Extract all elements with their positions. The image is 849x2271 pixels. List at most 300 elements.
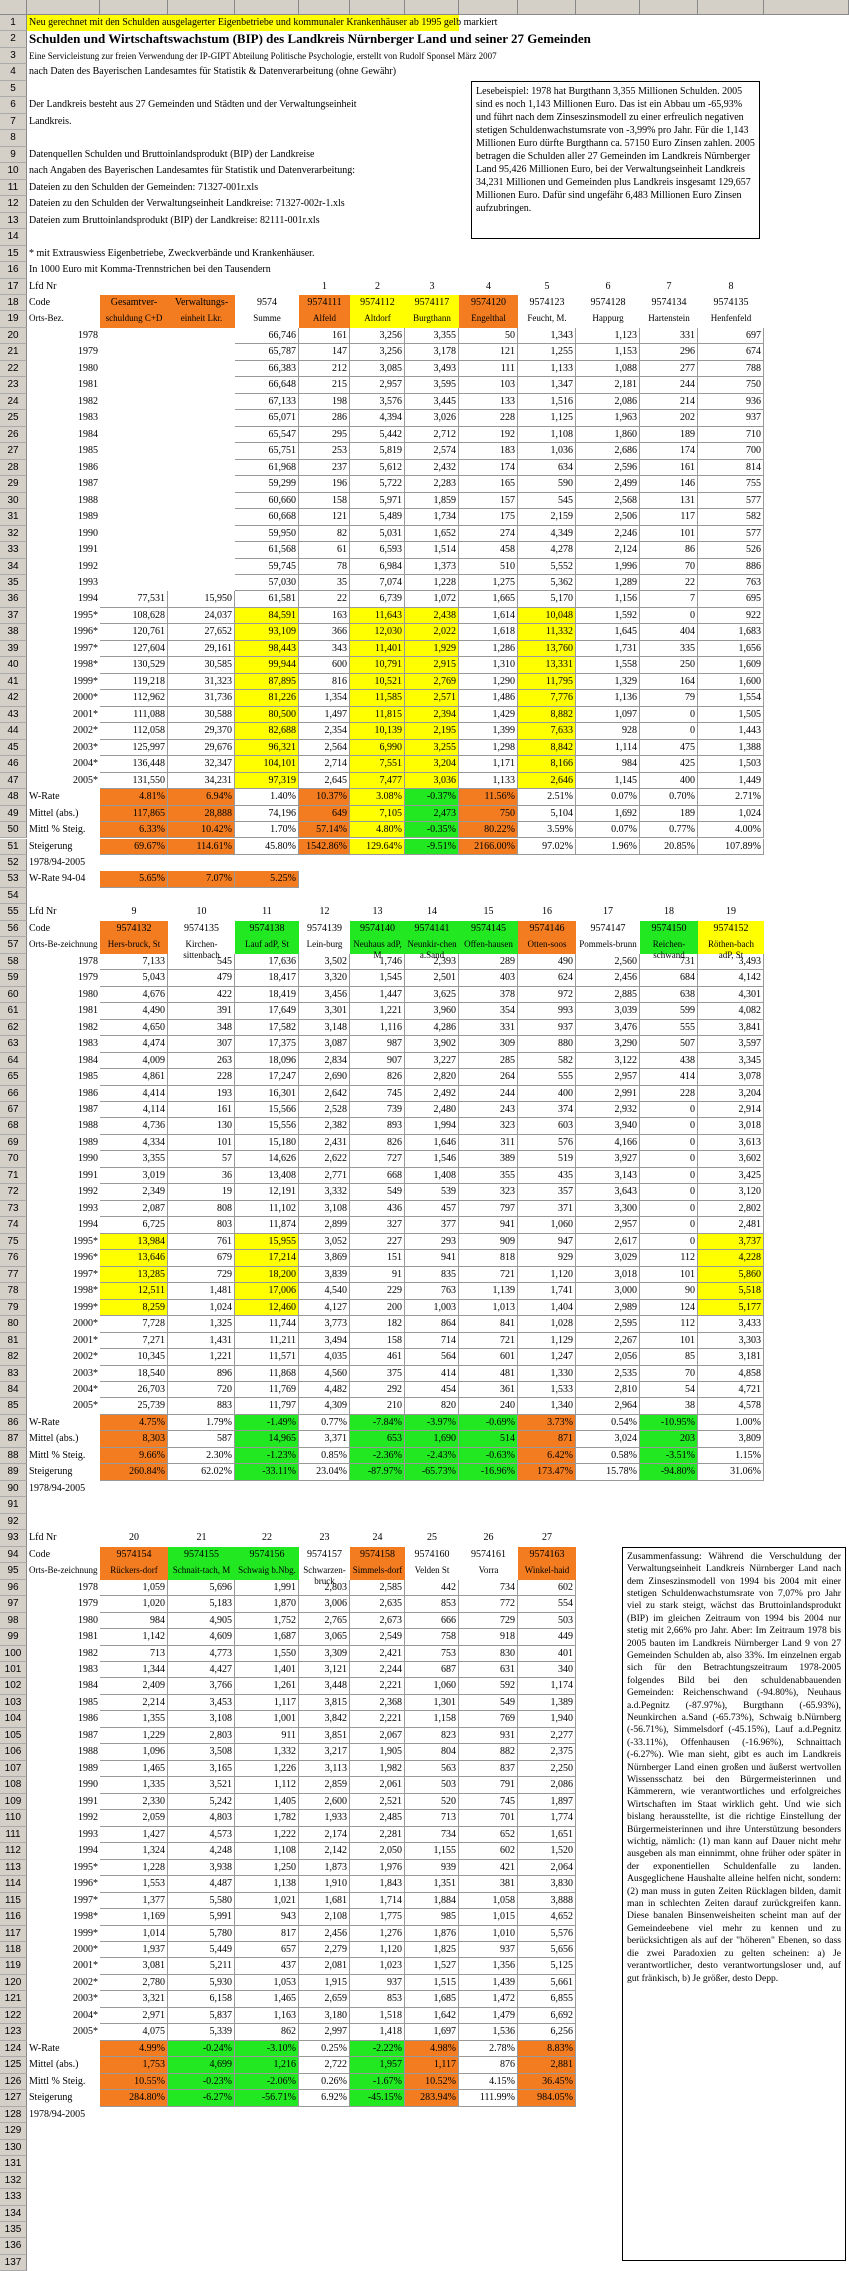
data-cell: 161	[640, 460, 698, 476]
row-header[interactable]: 131	[0, 2156, 27, 2172]
row-header[interactable]: 48	[0, 789, 27, 805]
row-header[interactable]: 14	[0, 229, 27, 245]
data-cell: 2,267	[576, 1333, 640, 1349]
data-cell: 520	[405, 1794, 459, 1810]
row-header[interactable]: 81	[0, 1333, 27, 1349]
row-header[interactable]: 8	[0, 130, 27, 146]
row-header[interactable]: 83	[0, 1366, 27, 1382]
data-cell: 2,330	[100, 1794, 168, 1810]
data-cell: 79	[640, 690, 698, 706]
lfd-number: 24	[372, 1532, 383, 1544]
data-cell: 2,368	[350, 1695, 405, 1711]
row-header[interactable]: 115	[0, 1893, 27, 1909]
stat-value: -10.95%	[640, 1415, 698, 1431]
row-header[interactable]: 21	[0, 344, 27, 360]
row-header[interactable]: 101	[0, 1662, 27, 1678]
row-header[interactable]: 1	[0, 15, 27, 31]
row-header[interactable]: 104	[0, 1711, 27, 1727]
data-cell: 366	[299, 624, 350, 640]
data-cell: 13,984	[100, 1234, 168, 1250]
stat-label: Mittel (abs.)	[29, 1433, 79, 1445]
row-header[interactable]: 103	[0, 1695, 27, 1711]
column-header-d[interactable]	[235, 0, 299, 15]
data-cell: 4,721	[698, 1382, 764, 1398]
row-header[interactable]: 39	[0, 641, 27, 657]
row-header[interactable]: 121	[0, 1991, 27, 2007]
lfd-number: 1	[322, 280, 327, 292]
data-cell: 1,222	[235, 1827, 299, 1843]
data-cell: 11,332	[518, 624, 576, 640]
data-cell: 1,873	[299, 1860, 350, 1876]
column-header-j[interactable]	[576, 0, 640, 15]
data-cell: 59,745	[235, 559, 299, 575]
row-header[interactable]: 57	[0, 937, 27, 953]
row-header[interactable]: 63	[0, 1036, 27, 1052]
row-header[interactable]: 28	[0, 460, 27, 476]
year-label: 1985	[78, 1696, 98, 1708]
municipality-code: Gesamtver-	[100, 295, 168, 311]
row-header[interactable]: 33	[0, 542, 27, 558]
municipality-code: 9574152	[698, 921, 764, 937]
year-label: 1983	[78, 1664, 98, 1675]
row-header[interactable]: 9	[0, 147, 27, 163]
row-header[interactable]: 75	[0, 1234, 27, 1250]
row-header[interactable]: 23	[0, 377, 27, 393]
data-cell: 1,059	[100, 1580, 168, 1596]
stat-value: -6.27%	[168, 2090, 235, 2106]
row-header[interactable]: 72	[0, 1184, 27, 1200]
data-cell: 3,180	[299, 2008, 350, 2024]
row-header[interactable]: 106	[0, 1744, 27, 1760]
row-header[interactable]: 20	[0, 328, 27, 344]
row-header[interactable]: 45	[0, 740, 27, 756]
row-header[interactable]: 87	[0, 1431, 27, 1447]
row-header[interactable]: 3	[0, 48, 27, 64]
row-header[interactable]: 79	[0, 1300, 27, 1316]
row-header[interactable]: 132	[0, 2173, 27, 2189]
column-header-k[interactable]	[640, 0, 698, 15]
data-cell: 90	[640, 1283, 698, 1299]
data-cell: 2,535	[576, 1366, 640, 1382]
row-header[interactable]: 10	[0, 163, 27, 179]
data-cell: 1,558	[576, 657, 640, 673]
row-header[interactable]: 117	[0, 1926, 27, 1942]
row-header[interactable]: 128	[0, 2107, 27, 2123]
data-cell: 18,417	[235, 970, 299, 986]
data-cell: 7,633	[518, 723, 576, 739]
row-header[interactable]: 24	[0, 394, 27, 410]
row-header[interactable]: 135	[0, 2222, 27, 2238]
stat-value: 1,692	[576, 806, 640, 822]
row-header[interactable]: 42	[0, 690, 27, 706]
data-cell: 1,472	[459, 1991, 518, 2007]
row-header[interactable]: 53	[0, 871, 27, 887]
data-cell: 2,932	[576, 1102, 640, 1118]
row-header[interactable]: 61	[0, 1003, 27, 1019]
data-cell: 2,600	[299, 1794, 350, 1810]
data-cell: 1,774	[518, 1810, 576, 1826]
lesebeispiel-box	[471, 81, 760, 239]
row-header[interactable]: 109	[0, 1794, 27, 1810]
stat-value: 2,881	[518, 2057, 576, 2073]
data-cell: 1,731	[576, 641, 640, 657]
data-cell: 2,645	[299, 773, 350, 789]
stat-value: 283.94%	[405, 2090, 459, 2106]
data-cell: 1,298	[459, 740, 518, 756]
column-header-m[interactable]	[764, 0, 849, 15]
data-cell: 5,489	[350, 509, 405, 525]
row-header[interactable]: 78	[0, 1283, 27, 1299]
column-header-h[interactable]	[459, 0, 518, 15]
row-header[interactable]: 17	[0, 279, 27, 295]
row-header[interactable]: 91	[0, 1497, 27, 1513]
stat-value: -33.11%	[235, 1464, 299, 1480]
stat-value: 284.80%	[100, 2090, 168, 2106]
row-header[interactable]: 59	[0, 970, 27, 986]
data-cell: 729	[459, 1613, 518, 1629]
row-header[interactable]: 55	[0, 904, 27, 920]
stat-value: 6.33%	[100, 822, 168, 838]
row-header[interactable]: 86	[0, 1415, 27, 1431]
row-header[interactable]: 12	[0, 196, 27, 212]
data-cell: 631	[459, 1662, 518, 1678]
data-cell: 5,930	[168, 1975, 235, 1991]
row-header[interactable]: 90	[0, 1481, 27, 1497]
row-header[interactable]: 40	[0, 657, 27, 673]
data-cell: 2,564	[299, 740, 350, 756]
row-header[interactable]: 136	[0, 2238, 27, 2254]
row-header[interactable]: 74	[0, 1217, 27, 1233]
data-cell: 2,571	[405, 690, 459, 706]
row-header[interactable]: 122	[0, 2008, 27, 2024]
row-header[interactable]: 54	[0, 888, 27, 904]
row-header[interactable]: 68	[0, 1118, 27, 1134]
recalc-notice: Neu gerechnet mit den Schulden ausgelagerter Eigenbetriebe und kommunaler Krankenhäuser ab 1995 gelb markiert	[27, 15, 459, 31]
data-cell: 5,043	[100, 970, 168, 986]
municipality-name: Hartenstein	[648, 313, 690, 324]
municipality-code: 9574150	[640, 921, 698, 937]
row-header[interactable]: 130	[0, 2140, 27, 2156]
data-cell: 101	[168, 1135, 235, 1151]
row-header[interactable]: 44	[0, 723, 27, 739]
row-header[interactable]: 16	[0, 262, 27, 278]
row-header[interactable]: 110	[0, 1810, 27, 1826]
row-header[interactable]: 129	[0, 2123, 27, 2139]
row-header[interactable]: 112	[0, 1843, 27, 1859]
data-cell: 0	[640, 1102, 698, 1118]
row-header[interactable]: 22	[0, 361, 27, 377]
row-header[interactable]: 99	[0, 1629, 27, 1645]
row-header[interactable]: 114	[0, 1876, 27, 1892]
row-header[interactable]: 71	[0, 1168, 27, 1184]
data-cell: 36	[168, 1168, 235, 1184]
data-cell: 4,075	[100, 2024, 168, 2040]
data-cell: 121	[459, 344, 518, 360]
stat-value: 871	[518, 1431, 576, 1447]
data-cell: 377	[405, 1217, 459, 1233]
row-header[interactable]: 25	[0, 410, 27, 426]
row-header[interactable]: 60	[0, 987, 27, 1003]
row-header[interactable]: 111	[0, 1827, 27, 1843]
data-cell: 864	[405, 1316, 459, 1332]
data-cell: 323	[459, 1184, 518, 1200]
row-header[interactable]: 49	[0, 806, 27, 822]
data-cell: 624	[518, 970, 576, 986]
data-cell: 1,486	[459, 690, 518, 706]
stat-value: 649	[299, 806, 350, 822]
data-cell: 61	[299, 542, 350, 558]
year-label: 1992	[78, 560, 98, 572]
data-cell: 4,349	[518, 526, 576, 542]
year-label: 1981	[78, 379, 98, 391]
row-header[interactable]: 4	[0, 64, 27, 80]
row-header[interactable]: 88	[0, 1448, 27, 1464]
select-all-corner[interactable]	[0, 0, 27, 15]
data-cell: 3,165	[168, 1761, 235, 1777]
row-header[interactable]: 51	[0, 839, 27, 855]
data-cell: 1,439	[459, 1975, 518, 1991]
row-header[interactable]: 119	[0, 1958, 27, 1974]
row-header[interactable]: 7	[0, 114, 27, 130]
data-cell: 590	[518, 476, 576, 492]
data-cell: 687	[405, 1662, 459, 1678]
row-header[interactable]: 62	[0, 1020, 27, 1036]
row-header[interactable]: 85	[0, 1398, 27, 1414]
row-header[interactable]: 108	[0, 1777, 27, 1793]
column-header-e[interactable]	[299, 0, 350, 15]
row-header[interactable]: 5	[0, 81, 27, 97]
data-cell: 1,503	[698, 756, 764, 772]
row-header[interactable]: 137	[0, 2255, 27, 2271]
year-label: 1986	[78, 461, 98, 473]
row-header[interactable]: 69	[0, 1135, 27, 1151]
column-header-b[interactable]	[100, 0, 168, 15]
data-cell: 1,114	[576, 740, 640, 756]
data-cell: 435	[518, 1168, 576, 1184]
row-header[interactable]: 120	[0, 1975, 27, 1991]
data-cell: 13,646	[100, 1250, 168, 1266]
row-header[interactable]: 46	[0, 756, 27, 772]
data-cell: 993	[518, 1003, 576, 1019]
row-header[interactable]: 35	[0, 575, 27, 591]
row-header[interactable]: 92	[0, 1514, 27, 1530]
data-cell: 5,661	[518, 1975, 576, 1991]
data-cell: 112	[640, 1316, 698, 1332]
row-header[interactable]: 118	[0, 1942, 27, 1958]
data-cell: 2,050	[350, 1843, 405, 1859]
row-header[interactable]: 76	[0, 1250, 27, 1266]
data-cell: 2,574	[405, 443, 459, 459]
row-header[interactable]: 52	[0, 855, 27, 871]
column-header-c[interactable]	[168, 0, 235, 15]
year-label: 1990	[78, 1153, 98, 1165]
data-cell: 3,453	[168, 1695, 235, 1711]
row-header[interactable]: 82	[0, 1349, 27, 1365]
data-cell: 2,622	[299, 1151, 350, 1167]
data-cell: 745	[350, 1086, 405, 1102]
row-header[interactable]: 66	[0, 1086, 27, 1102]
data-cell: 82	[299, 526, 350, 542]
data-cell: 1,347	[518, 377, 576, 393]
data-cell: 32,347	[168, 756, 235, 772]
data-cell: 943	[235, 1909, 299, 1925]
data-cell: 1,354	[299, 690, 350, 706]
data-cell: 200	[350, 1300, 405, 1316]
row-header[interactable]: 94	[0, 1547, 27, 1563]
row-header[interactable]: 37	[0, 608, 27, 624]
stat-value: 4.81%	[100, 789, 168, 805]
data-cell: 3,493	[698, 954, 764, 970]
row-header[interactable]: 127	[0, 2090, 27, 2106]
data-cell: 193	[168, 1086, 235, 1102]
year-label: 1999*	[73, 675, 98, 687]
column-header-i[interactable]	[518, 0, 576, 15]
row-header[interactable]: 107	[0, 1761, 27, 1777]
data-cell: 3,851	[299, 1728, 350, 1744]
row-header[interactable]: 36	[0, 591, 27, 607]
row-header[interactable]: 95	[0, 1563, 27, 1579]
data-cell: 545	[518, 493, 576, 509]
header-text: nach Daten des Bayerischen Landesamtes für Statistik & Datenverarbeitung (ohne Gewähr)	[29, 66, 397, 78]
municipality-name: Offen-hausen	[459, 937, 518, 953]
column-header-f[interactable]	[350, 0, 405, 15]
municipality-code: 9574111	[299, 295, 350, 311]
row-header[interactable]: 58	[0, 954, 27, 970]
data-cell: 2,086	[518, 1777, 576, 1793]
row-header[interactable]: 6	[0, 97, 27, 113]
data-cell: 1,714	[350, 1893, 405, 1909]
data-cell: 555	[640, 1020, 698, 1036]
row-header[interactable]: 30	[0, 493, 27, 509]
data-cell: 15,556	[235, 1118, 299, 1134]
row-header[interactable]: 34	[0, 559, 27, 575]
data-cell: 729	[168, 1267, 235, 1283]
row-header[interactable]: 11	[0, 180, 27, 196]
data-cell: 3,113	[299, 1761, 350, 1777]
stat-value: 0.85%	[299, 1448, 350, 1464]
data-cell: 17,247	[235, 1069, 299, 1085]
data-cell: 3,018	[698, 1118, 764, 1134]
data-cell: 1,876	[405, 1926, 459, 1942]
row-header[interactable]: 134	[0, 2206, 27, 2222]
data-cell: 880	[518, 1036, 576, 1052]
row-header[interactable]: 18	[0, 295, 27, 311]
data-cell: 151	[350, 1250, 405, 1266]
row-header[interactable]: 27	[0, 443, 27, 459]
row-header[interactable]: 70	[0, 1151, 27, 1167]
data-cell: 381	[459, 1876, 518, 1892]
row-header[interactable]: 84	[0, 1382, 27, 1398]
row-header[interactable]: 105	[0, 1728, 27, 1744]
column-header-g[interactable]	[405, 0, 459, 15]
row-header[interactable]: 38	[0, 624, 27, 640]
stat-value: -0.23%	[168, 2074, 235, 2090]
row-header[interactable]: 50	[0, 822, 27, 838]
year-label: 2003*	[73, 1993, 98, 2005]
data-cell: 720	[168, 1382, 235, 1398]
data-cell: 104,101	[235, 756, 299, 772]
data-cell: 1,427	[100, 1827, 168, 1843]
data-cell: 803	[168, 1217, 235, 1233]
data-cell: 101	[640, 1333, 698, 1349]
year-label: 2001*	[73, 1334, 98, 1346]
data-cell: 8,842	[518, 740, 576, 756]
data-cell: 652	[459, 1827, 518, 1843]
data-cell: 438	[640, 1053, 698, 1069]
data-cell: 14,626	[235, 1151, 299, 1167]
row-header[interactable]: 19	[0, 311, 27, 327]
data-cell: 130	[168, 1118, 235, 1134]
row-header[interactable]: 73	[0, 1201, 27, 1217]
column-header-a[interactable]	[27, 0, 100, 15]
row-header[interactable]: 47	[0, 773, 27, 789]
row-header[interactable]: 97	[0, 1596, 27, 1612]
data-cell: 7,728	[100, 1316, 168, 1332]
row-header[interactable]: 64	[0, 1053, 27, 1069]
data-cell: 563	[405, 1761, 459, 1777]
data-cell: 5,780	[168, 1926, 235, 1942]
row-header[interactable]: 2	[0, 31, 27, 47]
column-header-l[interactable]	[698, 0, 764, 15]
row-header[interactable]: 77	[0, 1267, 27, 1283]
row-header[interactable]: 116	[0, 1909, 27, 1925]
row-header[interactable]: 102	[0, 1678, 27, 1694]
row-header[interactable]: 133	[0, 2189, 27, 2205]
data-cell: 503	[405, 1777, 459, 1793]
row-header[interactable]: 113	[0, 1860, 27, 1876]
data-cell: 1,554	[698, 690, 764, 706]
row-header[interactable]: 32	[0, 526, 27, 542]
data-cell: 1,286	[459, 641, 518, 657]
data-cell: 309	[459, 1036, 518, 1052]
row-header[interactable]: 100	[0, 1646, 27, 1662]
row-header[interactable]: 15	[0, 246, 27, 262]
row-header[interactable]: 29	[0, 476, 27, 492]
row-header[interactable]: 125	[0, 2057, 27, 2073]
row-header[interactable]: 56	[0, 921, 27, 937]
lfd-number: 15	[483, 906, 494, 918]
data-cell: 414	[640, 1069, 698, 1085]
row-header[interactable]: 93	[0, 1530, 27, 1546]
row-header[interactable]: 41	[0, 674, 27, 690]
data-cell: 823	[405, 1728, 459, 1744]
row-header[interactable]: 43	[0, 707, 27, 723]
row-header[interactable]: 124	[0, 2041, 27, 2057]
data-cell: 1,088	[576, 361, 640, 377]
row-header[interactable]: 31	[0, 509, 27, 525]
row-header[interactable]: 65	[0, 1069, 27, 1085]
row-header[interactable]: 123	[0, 2024, 27, 2040]
row-header[interactable]: 89	[0, 1464, 27, 1480]
row-header[interactable]: 80	[0, 1316, 27, 1332]
row-header[interactable]: 98	[0, 1613, 27, 1629]
stat-value: 31.06%	[698, 1464, 764, 1480]
row-header[interactable]: 13	[0, 213, 27, 229]
data-cell: 228	[168, 1069, 235, 1085]
row-header[interactable]: 67	[0, 1102, 27, 1118]
data-cell: 61,568	[235, 542, 299, 558]
data-cell: 125,997	[100, 740, 168, 756]
stat-value: 3,809	[698, 1431, 764, 1447]
row-header[interactable]: 26	[0, 427, 27, 443]
year-label: 1993	[78, 1828, 98, 1840]
row-header[interactable]: 126	[0, 2074, 27, 2090]
data-cell: 400	[518, 1086, 576, 1102]
year-label: 1984	[78, 1680, 98, 1692]
data-cell: 244	[640, 377, 698, 393]
data-cell: 939	[405, 1860, 459, 1876]
row-header[interactable]: 96	[0, 1580, 27, 1596]
